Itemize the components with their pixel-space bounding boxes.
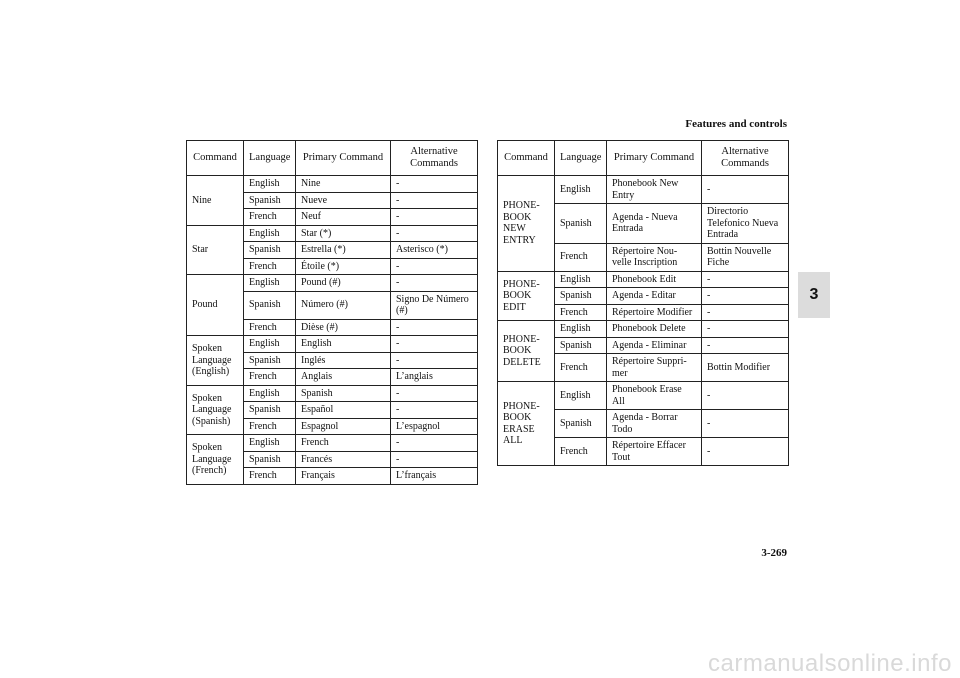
language-cell: English [244, 275, 296, 292]
alternative-command-cell: - [391, 451, 478, 468]
language-cell: Spanish [244, 192, 296, 209]
alternative-command-cell: Asterisco (*) [391, 242, 478, 259]
primary-command-cell: Español [296, 402, 391, 419]
page-header-title: Features and controls [685, 118, 787, 130]
alternative-command-cell: L’français [391, 468, 478, 485]
language-cell: French [244, 209, 296, 226]
language-cell: French [244, 319, 296, 336]
command-cell: PHONE-BOOK EDIT [498, 271, 555, 321]
language-cell: English [244, 385, 296, 402]
table-row [187, 225, 478, 242]
header-command: Command [187, 141, 244, 176]
alternative-command-cell: - [702, 321, 789, 338]
primary-command-cell: Spanish [296, 385, 391, 402]
language-cell: French [244, 369, 296, 386]
primary-command-cell: Phonebook New Entry [607, 176, 702, 204]
alternative-command-cell: - [391, 192, 478, 209]
header-alternative-commands: Alternative Commands [702, 141, 789, 176]
primary-command-cell: Phonebook Erase All [607, 382, 702, 410]
table-row [187, 385, 478, 402]
primary-command-cell: Agenda - Editar [607, 288, 702, 305]
table-row [498, 176, 789, 204]
primary-command-cell: Français [296, 468, 391, 485]
watermark: carmanualsonline.info [708, 650, 952, 677]
alternative-command-cell: Bottin Modifier [702, 354, 789, 382]
table-row [187, 336, 478, 353]
alternative-command-cell: - [391, 176, 478, 193]
language-cell: Spanish [244, 291, 296, 319]
language-cell: English [244, 336, 296, 353]
header-command: Command [498, 141, 555, 176]
primary-command-cell: Francés [296, 451, 391, 468]
alternative-command-cell: Bottin Nouvelle Fiche [702, 243, 789, 271]
alternative-command-cell: - [702, 337, 789, 354]
language-cell: English [555, 321, 607, 338]
alternative-command-cell: - [391, 402, 478, 419]
language-cell: English [244, 225, 296, 242]
alternative-command-cell: Directorio Telefonico Nueva Entrada [702, 204, 789, 244]
alternative-command-cell: - [391, 225, 478, 242]
primary-command-cell: Neuf [296, 209, 391, 226]
language-cell: French [555, 354, 607, 382]
table-row [187, 275, 478, 292]
primary-command-cell: Número (#) [296, 291, 391, 319]
chapter-tab: 3 [798, 272, 830, 318]
command-cell: Spoken Language (French) [187, 435, 244, 485]
language-cell: French [555, 304, 607, 321]
primary-command-cell: Agenda - Nueva Entrada [607, 204, 702, 244]
primary-command-cell: Phonebook Edit [607, 271, 702, 288]
header-language: Language [555, 141, 607, 176]
table-row [498, 271, 789, 288]
primary-command-cell: Répertoire Effacer Tout [607, 438, 702, 466]
language-cell: Spanish [555, 288, 607, 305]
alternative-command-cell: - [391, 352, 478, 369]
table-body [187, 176, 478, 485]
language-cell: Spanish [555, 337, 607, 354]
alternative-command-cell: - [391, 258, 478, 275]
alternative-command-cell: Signo De Número (#) [391, 291, 478, 319]
alternative-command-cell: - [391, 336, 478, 353]
voice-command-table-right [497, 140, 789, 466]
primary-command-cell: Pound (#) [296, 275, 391, 292]
alternative-command-cell: - [391, 209, 478, 226]
primary-command-cell: Phonebook Delete [607, 321, 702, 338]
primary-command-cell: Répertoire Modifier [607, 304, 702, 321]
table-header-row [498, 141, 789, 176]
page-number: 3-269 [761, 547, 787, 559]
alternative-command-cell: - [702, 410, 789, 438]
primary-command-cell: Dièse (#) [296, 319, 391, 336]
primary-command-cell: Inglés [296, 352, 391, 369]
primary-command-cell: Agenda - Borrar Todo [607, 410, 702, 438]
command-cell: Star [187, 225, 244, 275]
command-cell: PHONE-BOOK NEW ENTRY [498, 176, 555, 272]
primary-command-cell: Étoile (*) [296, 258, 391, 275]
alternative-command-cell: L’espagnol [391, 418, 478, 435]
language-cell: English [244, 435, 296, 452]
table-row [498, 382, 789, 410]
primary-command-cell: Estrella (*) [296, 242, 391, 259]
alternative-command-cell: L’anglais [391, 369, 478, 386]
table-header-row [187, 141, 478, 176]
primary-command-cell: Nueve [296, 192, 391, 209]
primary-command-cell: English [296, 336, 391, 353]
language-cell: English [555, 176, 607, 204]
primary-command-cell: French [296, 435, 391, 452]
alternative-command-cell: - [391, 275, 478, 292]
language-cell: Spanish [244, 242, 296, 259]
alternative-command-cell: - [391, 385, 478, 402]
alternative-command-cell: - [702, 438, 789, 466]
language-cell: French [244, 418, 296, 435]
alternative-command-cell: - [391, 319, 478, 336]
table-row [187, 435, 478, 452]
alternative-command-cell: - [702, 304, 789, 321]
primary-command-cell: Star (*) [296, 225, 391, 242]
language-cell: French [555, 243, 607, 271]
table-body [498, 176, 789, 466]
language-cell: French [555, 438, 607, 466]
primary-command-cell: Répertoire Nou-velle Inscription [607, 243, 702, 271]
language-cell: English [555, 271, 607, 288]
table-row [498, 321, 789, 338]
command-cell: PHONE-BOOK ERASE ALL [498, 382, 555, 466]
alternative-command-cell: - [702, 271, 789, 288]
primary-command-cell: Anglais [296, 369, 391, 386]
primary-command-cell: Espagnol [296, 418, 391, 435]
language-cell: English [555, 382, 607, 410]
table-row [187, 176, 478, 193]
language-cell: Spanish [555, 410, 607, 438]
language-cell: French [244, 258, 296, 275]
header-language: Language [244, 141, 296, 176]
primary-command-cell: Agenda - Eliminar [607, 337, 702, 354]
header-primary-command: Primary Command [607, 141, 702, 176]
alternative-command-cell: - [702, 382, 789, 410]
language-cell: Spanish [244, 402, 296, 419]
language-cell: English [244, 176, 296, 193]
primary-command-cell: Nine [296, 176, 391, 193]
alternative-command-cell: - [702, 288, 789, 305]
language-cell: Spanish [244, 451, 296, 468]
language-cell: Spanish [244, 352, 296, 369]
alternative-command-cell: - [391, 435, 478, 452]
voice-command-table-left [186, 140, 478, 485]
primary-command-cell: Répertoire Suppri-mer [607, 354, 702, 382]
command-cell: PHONE-BOOK DELETE [498, 321, 555, 382]
header-primary-command: Primary Command [296, 141, 391, 176]
header-alternative-commands: Alternative Commands [391, 141, 478, 176]
language-cell: French [244, 468, 296, 485]
language-cell: Spanish [555, 204, 607, 244]
command-cell: Spoken Language (Spanish) [187, 385, 244, 435]
command-cell: Pound [187, 275, 244, 336]
alternative-command-cell: - [702, 176, 789, 204]
command-cell: Nine [187, 176, 244, 226]
command-cell: Spoken Language (English) [187, 336, 244, 386]
